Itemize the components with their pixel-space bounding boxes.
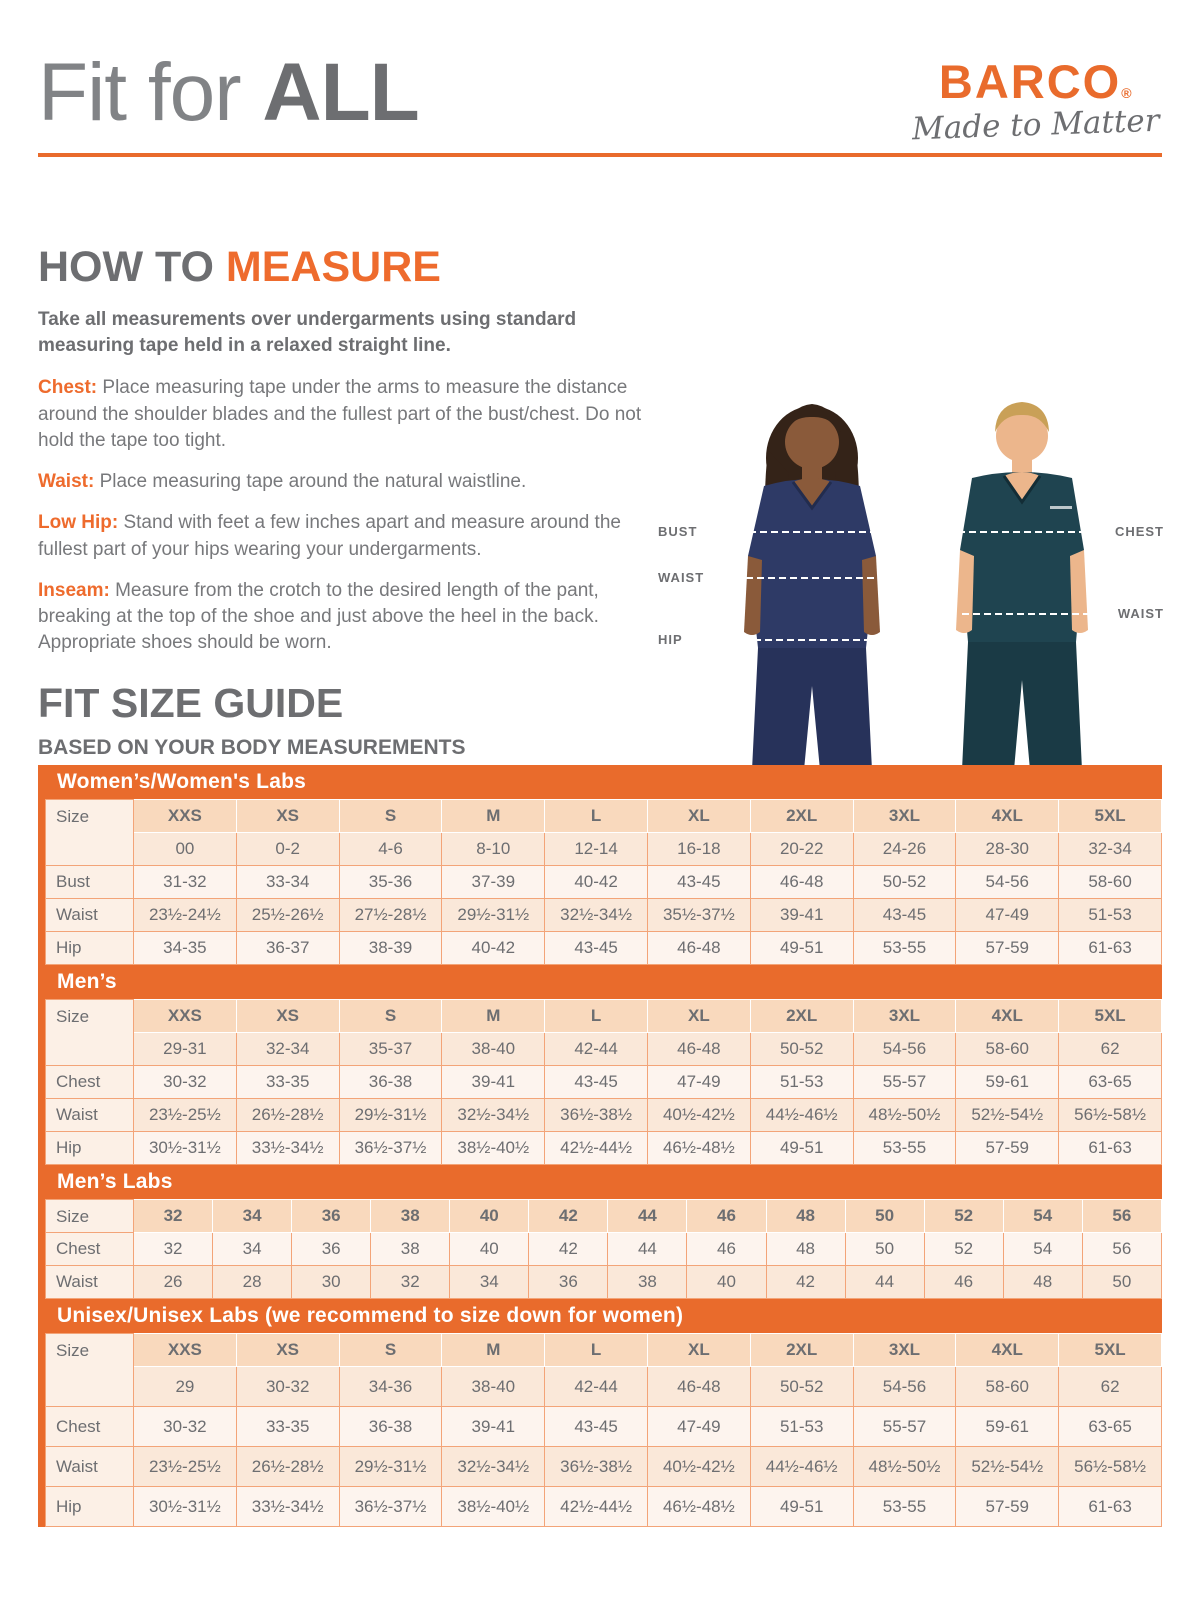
numeric-size-cell: 24-26 xyxy=(853,833,956,866)
measurement-cell: 38½-40½ xyxy=(442,1132,545,1165)
numeric-size-cell: 8-10 xyxy=(442,833,545,866)
measurement-cell: 55-57 xyxy=(853,1407,956,1447)
measurement-cell: 43-45 xyxy=(545,1066,648,1099)
measurement-cell: 39-41 xyxy=(750,899,853,932)
measurement-cell: 52½-54½ xyxy=(956,1099,1059,1132)
measurement-cell: 36 xyxy=(529,1266,608,1299)
measurement-cell: 46 xyxy=(924,1266,1003,1299)
numeric-size-cell: 16-18 xyxy=(647,833,750,866)
measurement-cell: 54 xyxy=(1003,1233,1082,1266)
size-column-header: XXS xyxy=(134,800,237,833)
measurement-cell: 42½-44½ xyxy=(545,1132,648,1165)
size-row-header: Size xyxy=(46,1200,134,1233)
size-column-header: S xyxy=(339,1334,442,1367)
measure-item-label: Waist: xyxy=(38,471,95,493)
measurement-cell: 27½-28½ xyxy=(339,899,442,932)
table-title-band: Unisex/Unisex Labs (we recommend to size down for women) xyxy=(45,1299,1162,1333)
numeric-size-cell: 50-52 xyxy=(750,1367,853,1407)
measurement-row-label: Waist xyxy=(46,1099,134,1132)
measurement-cell: 36-37 xyxy=(236,932,339,965)
measurement-cell: 56½-58½ xyxy=(1059,1447,1162,1487)
brand-tagline: Made to Matter xyxy=(911,102,1161,148)
measurement-cell: 33½-34½ xyxy=(236,1487,339,1527)
measurement-cell: 50-52 xyxy=(853,866,956,899)
measure-item-label: Chest: xyxy=(38,377,98,399)
numeric-size-cell: 32-34 xyxy=(236,1033,339,1066)
measurement-cell: 34 xyxy=(213,1233,292,1266)
measurement-cell: 36½-38½ xyxy=(545,1447,648,1487)
measurement-cell: 29½-31½ xyxy=(442,899,545,932)
size-column-header: 2XL xyxy=(750,1334,853,1367)
measure-item-text: Place measuring tape around the natural waistline. xyxy=(94,471,527,493)
waist-label-right: WAIST xyxy=(1117,606,1164,621)
numeric-size-cell: 62 xyxy=(1059,1033,1162,1066)
measurement-cell: 33-35 xyxy=(236,1407,339,1447)
size-column-header: L xyxy=(545,1000,648,1033)
registered-mark: ® xyxy=(1121,85,1134,101)
measurement-cell: 48 xyxy=(766,1233,845,1266)
heading-gray-part: HOW TO xyxy=(38,243,226,291)
page-title-bold: ALL xyxy=(262,47,419,138)
numeric-size-cell: 38-40 xyxy=(442,1367,545,1407)
measurement-cell: 47-49 xyxy=(956,899,1059,932)
measurement-cell: 57-59 xyxy=(956,1132,1059,1165)
size-column-header: 4XL xyxy=(956,1000,1059,1033)
measurement-cell: 43-45 xyxy=(647,866,750,899)
measurement-cell: 59-61 xyxy=(956,1407,1059,1447)
measurement-cell: 42 xyxy=(766,1266,845,1299)
measurement-cell: 53-55 xyxy=(853,1487,956,1527)
numeric-size-cell: 20-22 xyxy=(750,833,853,866)
measure-item-text: Place measuring tape under the arms to measure the distance around the shoulder blades and the fullest part of the bust/chest. Do not hold the tape too tight. xyxy=(38,377,642,451)
measure-intro: Take all measurements over undergarments using standard measuring tape held in a relaxed straight line. xyxy=(38,309,577,357)
measurement-cell: 57-59 xyxy=(956,932,1059,965)
measurement-cell: 47-49 xyxy=(647,1407,750,1447)
measurement-cell: 49-51 xyxy=(750,932,853,965)
measurement-models-photo xyxy=(652,380,1168,772)
measurement-row-label: Hip xyxy=(46,932,134,965)
measurement-cell: 53-55 xyxy=(853,1132,956,1165)
measurement-cell: 52½-54½ xyxy=(956,1447,1059,1487)
size-tables xyxy=(38,765,1162,1527)
size-column-header: XXS xyxy=(134,1334,237,1367)
measurement-cell: 40 xyxy=(450,1233,529,1266)
measurement-cell: 43-45 xyxy=(853,899,956,932)
size-column-header: XS xyxy=(236,800,339,833)
hip-label: HIP xyxy=(658,632,683,647)
measurement-cell: 26½-28½ xyxy=(236,1447,339,1487)
measurement-cell: 48 xyxy=(1003,1266,1082,1299)
measurement-cell: 23½-25½ xyxy=(134,1099,237,1132)
measurement-cell: 50 xyxy=(1082,1266,1161,1299)
numeric-size-cell: 12-14 xyxy=(545,833,648,866)
fit-size-guide-subheading: BASED ON YOUR BODY MEASUREMENTS xyxy=(38,736,466,759)
measurement-cell: 48½-50½ xyxy=(853,1099,956,1132)
size-column-header: 56 xyxy=(1082,1200,1161,1233)
size-column-header: S xyxy=(339,800,442,833)
measurement-cell: 46½-48½ xyxy=(647,1487,750,1527)
measurement-cell: 55-57 xyxy=(853,1066,956,1099)
measurement-cell: 26½-28½ xyxy=(236,1099,339,1132)
measurement-cell: 48½-50½ xyxy=(853,1447,956,1487)
size-column-header: 3XL xyxy=(853,1000,956,1033)
size-row-header: Size xyxy=(46,800,134,866)
size-column-header: 40 xyxy=(450,1200,529,1233)
measure-item-inseam xyxy=(38,578,648,657)
numeric-size-cell: 29-31 xyxy=(134,1033,237,1066)
measurement-cell: 36½-38½ xyxy=(545,1099,648,1132)
measurement-row-label: Hip xyxy=(46,1487,134,1527)
size-column-header: L xyxy=(545,800,648,833)
measurement-cell: 32½-34½ xyxy=(545,899,648,932)
size-column-header: 5XL xyxy=(1059,1334,1162,1367)
size-table-section xyxy=(38,965,1162,1165)
size-column-header: XL xyxy=(647,1000,750,1033)
measurement-cell: 49-51 xyxy=(750,1487,853,1527)
measure-item-waist xyxy=(38,469,648,495)
measurement-cell: 39-41 xyxy=(442,1066,545,1099)
size-column-header: XXS xyxy=(134,1000,237,1033)
measurement-cell: 35½-37½ xyxy=(647,899,750,932)
size-table xyxy=(45,799,1162,965)
measurement-cell: 51-53 xyxy=(750,1066,853,1099)
size-column-header: 3XL xyxy=(853,800,956,833)
brand-logo xyxy=(911,55,1161,148)
numeric-size-cell: 38-40 xyxy=(442,1033,545,1066)
numeric-size-cell: 50-52 xyxy=(750,1033,853,1066)
measurement-cell: 29½-31½ xyxy=(339,1099,442,1132)
woman-figure xyxy=(710,404,884,770)
measurement-cell: 56 xyxy=(1082,1233,1161,1266)
measurement-row-label: Waist xyxy=(46,1447,134,1487)
measurement-row-label: Chest xyxy=(46,1066,134,1099)
measurement-cell: 36½-37½ xyxy=(339,1132,442,1165)
size-table-section xyxy=(38,1299,1162,1527)
measurement-cell: 32½-34½ xyxy=(442,1447,545,1487)
measurement-cell: 40½-42½ xyxy=(647,1447,750,1487)
numeric-size-cell: 32-34 xyxy=(1059,833,1162,866)
measurement-cell: 40-42 xyxy=(545,866,648,899)
numeric-size-cell: 34-36 xyxy=(339,1367,442,1407)
measurement-cell: 30½-31½ xyxy=(134,1132,237,1165)
man-figure xyxy=(956,402,1098,770)
numeric-size-cell: 35-37 xyxy=(339,1033,442,1066)
size-table-section xyxy=(38,765,1162,965)
numeric-size-cell: 42-44 xyxy=(545,1367,648,1407)
size-table-section xyxy=(38,1165,1162,1299)
numeric-size-cell: 62 xyxy=(1059,1367,1162,1407)
measurement-cell: 50 xyxy=(845,1233,924,1266)
measurement-cell: 43-45 xyxy=(545,1407,648,1447)
measurement-cell: 44 xyxy=(608,1233,687,1266)
measurement-cell: 63-65 xyxy=(1059,1407,1162,1447)
size-column-header: 3XL xyxy=(853,1334,956,1367)
measurement-cell: 51-53 xyxy=(1059,899,1162,932)
measurement-cell: 58-60 xyxy=(1059,866,1162,899)
heading-orange-part: MEASURE xyxy=(225,243,441,291)
measure-item-label: Inseam: xyxy=(38,579,110,601)
measurement-cell: 53-55 xyxy=(853,932,956,965)
measurement-cell: 25½-26½ xyxy=(236,899,339,932)
size-row-header: Size xyxy=(46,1334,134,1407)
measurement-cell: 49-51 xyxy=(750,1132,853,1165)
measurement-cell: 63-65 xyxy=(1059,1066,1162,1099)
numeric-size-cell: 4-6 xyxy=(339,833,442,866)
measure-item-text: Measure from the crotch to the desired length of the pant, breaking at the top of the shoe and just above the heel in the back. Appropriate shoes should be worn. xyxy=(38,579,599,654)
measurement-cell: 36½-37½ xyxy=(339,1487,442,1527)
size-column-header: XL xyxy=(647,1334,750,1367)
measure-item-lowhip xyxy=(38,510,648,562)
size-column-header: M xyxy=(442,800,545,833)
size-column-header: 36 xyxy=(292,1200,371,1233)
measurement-cell: 59-61 xyxy=(956,1066,1059,1099)
numeric-size-cell: 58-60 xyxy=(956,1033,1059,1066)
measurement-cell: 52 xyxy=(924,1233,1003,1266)
size-column-header: 34 xyxy=(213,1200,292,1233)
measurement-cell: 23½-24½ xyxy=(134,899,237,932)
measurement-row-label: Chest xyxy=(46,1407,134,1447)
bust-label: BUST xyxy=(658,524,698,539)
measurement-cell: 56½-58½ xyxy=(1059,1099,1162,1132)
waist-label-left: WAIST xyxy=(658,570,705,585)
how-to-measure-section xyxy=(38,243,648,671)
page-title-light: Fit for xyxy=(38,47,263,138)
measurement-cell: 30-32 xyxy=(134,1066,237,1099)
size-column-header: 50 xyxy=(845,1200,924,1233)
numeric-size-cell: 29 xyxy=(134,1367,237,1407)
measure-item-chest xyxy=(38,375,648,454)
measurement-cell: 23½-25½ xyxy=(134,1447,237,1487)
measurement-cell: 32½-34½ xyxy=(442,1099,545,1132)
measurement-cell: 33½-34½ xyxy=(236,1132,339,1165)
measurement-cell: 38 xyxy=(371,1233,450,1266)
size-column-header: XL xyxy=(647,800,750,833)
measurement-cell: 40 xyxy=(687,1266,766,1299)
measurement-cell: 46 xyxy=(687,1233,766,1266)
numeric-size-cell: 30-32 xyxy=(236,1367,339,1407)
numeric-size-cell: 28-30 xyxy=(956,833,1059,866)
measurement-cell: 26 xyxy=(134,1266,213,1299)
size-column-header: 5XL xyxy=(1059,800,1162,833)
measurement-cell: 44 xyxy=(845,1266,924,1299)
size-column-header: 4XL xyxy=(956,1334,1059,1367)
numeric-size-cell: 0-2 xyxy=(236,833,339,866)
measurement-cell: 30 xyxy=(292,1266,371,1299)
measurement-cell: 54-56 xyxy=(956,866,1059,899)
numeric-size-cell: 46-48 xyxy=(647,1367,750,1407)
header-divider-rule xyxy=(38,153,1162,157)
size-column-header: M xyxy=(442,1000,545,1033)
how-to-measure-heading xyxy=(38,243,648,291)
measure-item-label: Low Hip: xyxy=(38,512,119,534)
size-column-header: 46 xyxy=(687,1200,766,1233)
size-row-header: Size xyxy=(46,1000,134,1066)
models-illustration xyxy=(652,380,1168,772)
measurement-cell: 46½-48½ xyxy=(647,1132,750,1165)
measurement-cell: 36-38 xyxy=(339,1407,442,1447)
fit-size-guide-heading: FIT SIZE GUIDE xyxy=(38,680,344,726)
measurement-cell: 46-48 xyxy=(647,932,750,965)
measurement-cell: 61-63 xyxy=(1059,1487,1162,1527)
size-table xyxy=(45,999,1162,1165)
measurement-cell: 39-41 xyxy=(442,1407,545,1447)
measurement-cell: 34 xyxy=(450,1266,529,1299)
measurement-cell: 31-32 xyxy=(134,866,237,899)
measurement-cell: 33-34 xyxy=(236,866,339,899)
table-title-band: Men’s xyxy=(45,965,1162,999)
size-column-header: XS xyxy=(236,1000,339,1033)
numeric-size-cell: 58-60 xyxy=(956,1367,1059,1407)
size-column-header: 54 xyxy=(1003,1200,1082,1233)
numeric-size-cell: 00 xyxy=(134,833,237,866)
measurement-cell: 32 xyxy=(134,1233,213,1266)
measurement-row-label: Bust xyxy=(46,866,134,899)
size-column-header: 32 xyxy=(134,1200,213,1233)
measurement-cell: 38-39 xyxy=(339,932,442,965)
size-column-header: 44 xyxy=(608,1200,687,1233)
size-column-header: 4XL xyxy=(956,800,1059,833)
measurement-cell: 28 xyxy=(213,1266,292,1299)
size-column-header: L xyxy=(545,1334,648,1367)
numeric-size-cell: 54-56 xyxy=(853,1367,956,1407)
measurement-cell: 44½-46½ xyxy=(750,1447,853,1487)
measurement-cell: 34-35 xyxy=(134,932,237,965)
measurement-cell: 40½-42½ xyxy=(647,1099,750,1132)
brand-name xyxy=(912,55,1160,108)
measurement-cell: 51-53 xyxy=(750,1407,853,1447)
size-column-header: 48 xyxy=(766,1200,845,1233)
measurement-row-label: Waist xyxy=(46,899,134,932)
chest-label: CHEST xyxy=(1114,524,1164,539)
numeric-size-cell: 54-56 xyxy=(853,1033,956,1066)
brand-wordmark: BARCO xyxy=(938,55,1122,108)
numeric-size-cell: 42-44 xyxy=(545,1033,648,1066)
measurement-row-label: Chest xyxy=(46,1233,134,1266)
size-column-header: 2XL xyxy=(750,1000,853,1033)
size-table xyxy=(45,1199,1162,1299)
measurement-cell: 61-63 xyxy=(1059,932,1162,965)
table-title-band: Women’s/Women's Labs xyxy=(45,765,1162,799)
measurement-cell: 36 xyxy=(292,1233,371,1266)
size-column-header: 38 xyxy=(371,1200,450,1233)
measurement-cell: 40-42 xyxy=(442,932,545,965)
measurement-cell: 43-45 xyxy=(545,932,648,965)
measurement-cell: 38½-40½ xyxy=(442,1487,545,1527)
measurement-row-label: Hip xyxy=(46,1132,134,1165)
measurement-cell: 46-48 xyxy=(750,866,853,899)
measurement-cell: 33-35 xyxy=(236,1066,339,1099)
measurement-cell: 57-59 xyxy=(956,1487,1059,1527)
measurement-row-label: Waist xyxy=(46,1266,134,1299)
size-column-header: XS xyxy=(236,1334,339,1367)
measurement-cell: 30-32 xyxy=(134,1407,237,1447)
measurement-cell: 36-38 xyxy=(339,1066,442,1099)
measurement-cell: 47-49 xyxy=(647,1066,750,1099)
measurement-cell: 38 xyxy=(608,1266,687,1299)
measurement-cell: 30½-31½ xyxy=(134,1487,237,1527)
measurement-cell: 32 xyxy=(371,1266,450,1299)
size-column-header: 2XL xyxy=(750,800,853,833)
measurement-cell: 29½-31½ xyxy=(339,1447,442,1487)
measurement-cell: 42 xyxy=(529,1233,608,1266)
measure-item-text: Stand with feet a few inches apart and measure around the fullest part of your hips wearing your undergarments. xyxy=(38,512,621,560)
page-title xyxy=(38,47,419,138)
size-column-header: 42 xyxy=(529,1200,608,1233)
size-column-header: M xyxy=(442,1334,545,1367)
size-column-header: 52 xyxy=(924,1200,1003,1233)
measurement-cell: 42½-44½ xyxy=(545,1487,648,1527)
measurement-cell: 61-63 xyxy=(1059,1132,1162,1165)
numeric-size-cell: 46-48 xyxy=(647,1033,750,1066)
table-title-band: Men’s Labs xyxy=(45,1165,1162,1199)
measurement-cell: 37-39 xyxy=(442,866,545,899)
measurement-cell: 44½-46½ xyxy=(750,1099,853,1132)
size-column-header: 5XL xyxy=(1059,1000,1162,1033)
measurement-cell: 35-36 xyxy=(339,866,442,899)
size-column-header: S xyxy=(339,1000,442,1033)
size-table xyxy=(45,1333,1162,1527)
